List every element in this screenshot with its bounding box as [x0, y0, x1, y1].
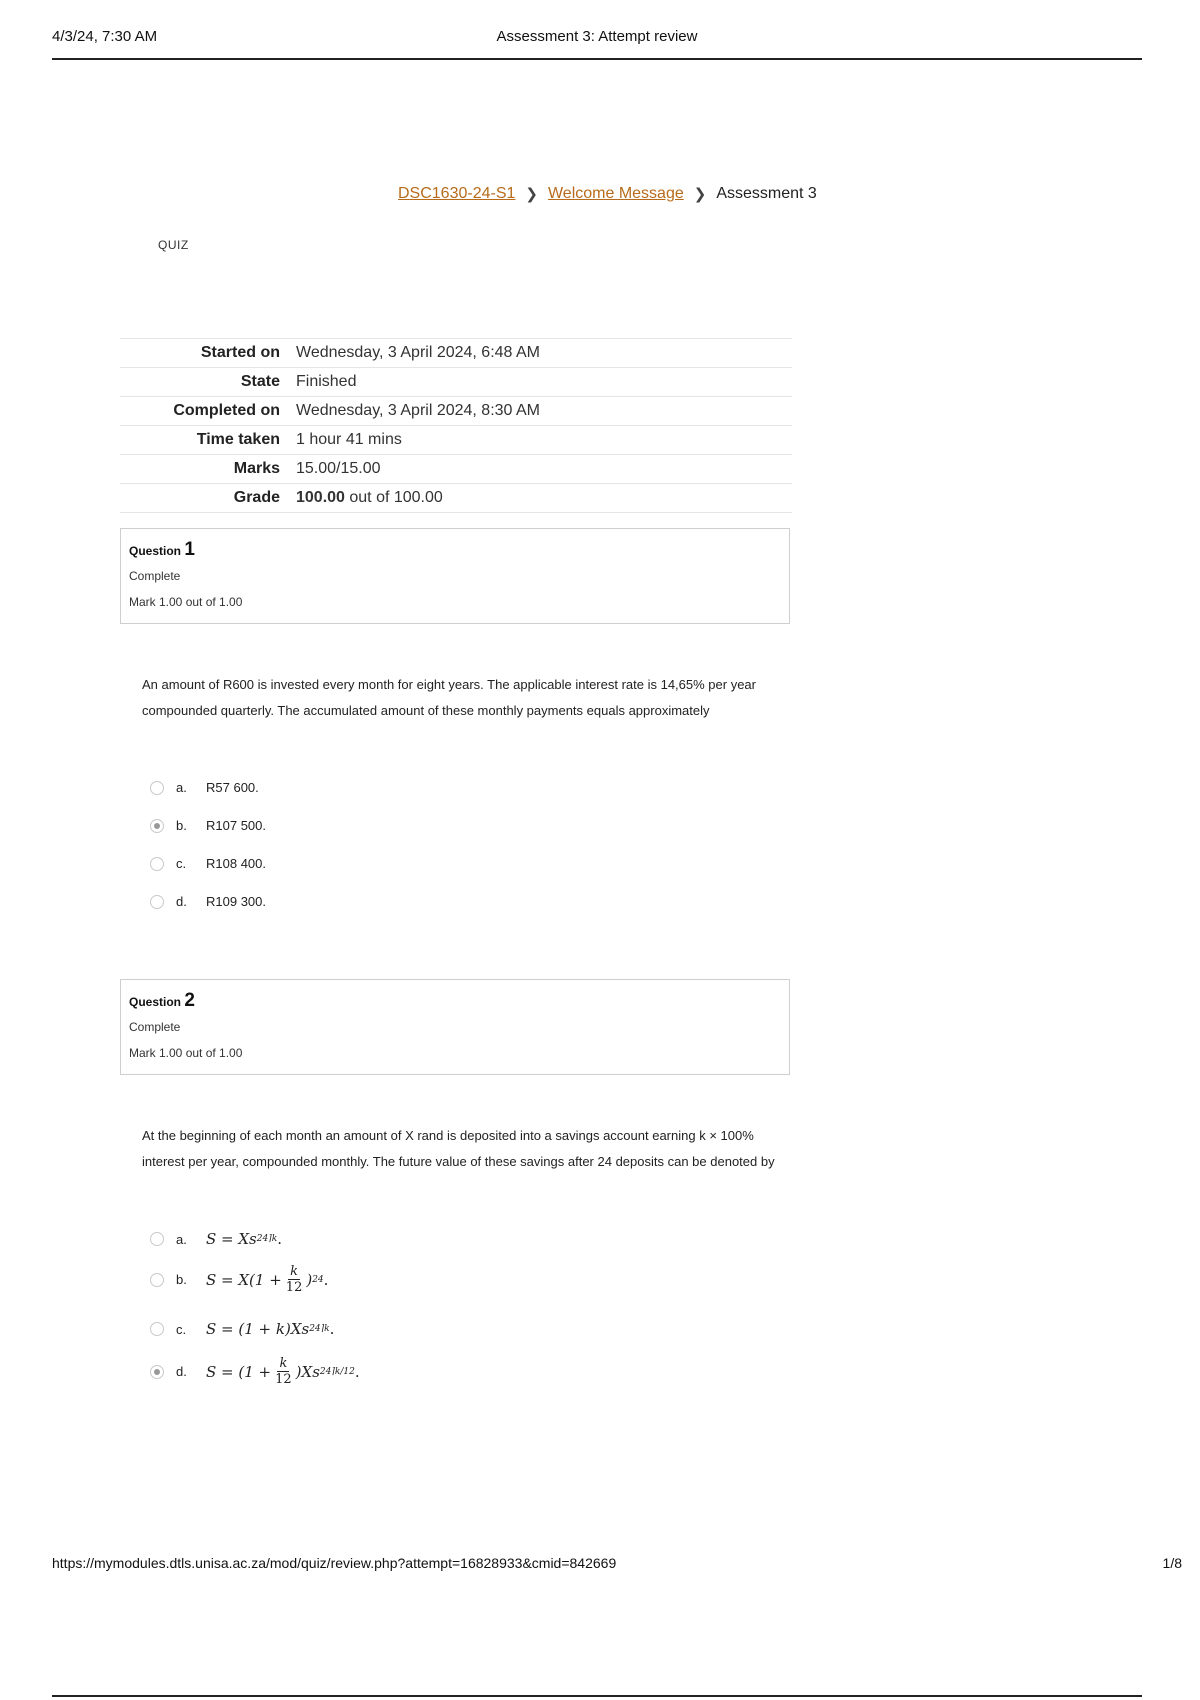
- formula-end: .: [277, 1230, 282, 1248]
- summary-value: 15.00/15.00: [288, 455, 792, 484]
- page-divider: [52, 1695, 1142, 1697]
- attempt-summary-table: [120, 338, 792, 513]
- chevron-right-icon: ❯: [525, 186, 538, 203]
- formula-part: ): [306, 1270, 313, 1289]
- option-formula: [206, 1264, 328, 1295]
- question-label: Question: [129, 995, 182, 1009]
- question-mark: Mark 1.00 out of 1.00: [129, 1046, 243, 1060]
- summary-label: Grade: [120, 484, 288, 513]
- formula-subscript: 24⌉k: [256, 1234, 278, 1244]
- grade-out-of: out of 100.00: [344, 489, 443, 506]
- formula-subscript: 24⌉k/12: [319, 1366, 355, 1377]
- question-1-text: An amount of R600 is invested every month for eight years. The applicable interest rate is 14,65% per year compounded quarterly. The accumulated amount of these monthly payments equals approximately: [142, 677, 756, 718]
- question-number: 2: [184, 990, 195, 1011]
- question-2-info: [120, 979, 790, 1075]
- option-text: R109 300.: [206, 894, 266, 909]
- answer-option[interactable]: [150, 1230, 282, 1248]
- answer-option[interactable]: [150, 856, 266, 871]
- breadcrumb-current: Assessment 3: [716, 185, 817, 202]
- summary-label: Started on: [120, 339, 288, 368]
- summary-row: [120, 339, 792, 368]
- summary-row: [120, 397, 792, 426]
- radio-button[interactable]: [150, 895, 164, 909]
- summary-row: [120, 368, 792, 397]
- option-letter: b.: [176, 818, 187, 833]
- radio-button[interactable]: [150, 857, 164, 871]
- option-letter: d.: [176, 894, 187, 909]
- breadcrumb-section-link[interactable]: Welcome Message: [547, 185, 684, 202]
- answer-option[interactable]: [150, 818, 266, 833]
- question-heading: [129, 990, 781, 1012]
- option-text: R108 400.: [206, 856, 266, 871]
- formula-part: S = Xs: [206, 1230, 257, 1248]
- question-number: 1: [184, 539, 195, 560]
- formula-end: .: [323, 1270, 329, 1289]
- formula-superscript: 24: [312, 1274, 324, 1285]
- fraction-numerator: k: [279, 1356, 288, 1371]
- fraction-denominator: 12: [285, 1280, 303, 1295]
- question-state: Complete: [129, 569, 181, 583]
- radio-button[interactable]: [150, 781, 164, 795]
- answer-option[interactable]: [150, 780, 259, 795]
- chevron-right-icon: ❯: [693, 186, 707, 203]
- question-label: Question: [129, 544, 182, 558]
- summary-value: Finished: [288, 368, 792, 397]
- print-title: Assessment 3: Attempt review: [496, 28, 698, 45]
- fraction-numerator: k: [290, 1264, 299, 1279]
- formula-part: S = X(1 +: [206, 1270, 282, 1289]
- summary-row: [120, 484, 792, 513]
- question-heading: [129, 539, 781, 561]
- formula-part: S = (1 + k)Xs: [206, 1320, 310, 1338]
- formula-end: .: [329, 1320, 335, 1338]
- breadcrumb: [398, 185, 817, 203]
- formula-fraction: [273, 1356, 294, 1387]
- option-letter: c.: [176, 856, 187, 871]
- summary-label: Marks: [120, 455, 288, 484]
- summary-row: [120, 455, 792, 484]
- option-text: R57 600.: [206, 780, 259, 795]
- breadcrumb-course-link[interactable]: DSC1630-24-S1: [398, 185, 516, 202]
- option-letter: d.: [176, 1364, 187, 1379]
- print-url: https://mymodules.dtls.unisa.ac.za/mod/quiz/review.php?attempt=16828933&cmid=842669: [52, 1555, 617, 1571]
- formula-part: )Xs: [295, 1362, 320, 1381]
- summary-label: State: [120, 368, 288, 397]
- formula-subscript: 24⌉k: [309, 1324, 330, 1334]
- formula-end: .: [354, 1362, 360, 1381]
- summary-value: [288, 484, 792, 513]
- summary-value: 1 hour 41 mins: [288, 426, 792, 455]
- activity-type-label: QUIZ: [158, 238, 189, 252]
- fraction-denominator: 12: [275, 1372, 292, 1387]
- option-letter: b.: [176, 1272, 187, 1287]
- radio-button-selected[interactable]: [150, 1365, 164, 1379]
- answer-option[interactable]: [150, 1356, 360, 1387]
- answer-option[interactable]: [150, 894, 266, 909]
- option-letter: c.: [176, 1321, 187, 1337]
- summary-value: Wednesday, 3 April 2024, 6:48 AM: [288, 339, 792, 368]
- question-2-text: At the beginning of each month an amount of X rand is deposited into a savings account earning k × 100% interest per year, compounded monthly. The future value of these savings after 24 deposits can be denoted by: [142, 1128, 775, 1169]
- summary-row: [120, 426, 792, 455]
- radio-button[interactable]: [150, 1232, 164, 1246]
- formula-part: S = (1 +: [206, 1362, 272, 1381]
- radio-button[interactable]: [150, 1322, 164, 1336]
- summary-value: Wednesday, 3 April 2024, 8:30 AM: [288, 397, 792, 426]
- radio-button-selected[interactable]: [150, 819, 164, 833]
- answer-option[interactable]: [150, 1320, 334, 1338]
- option-letter: a.: [176, 1231, 187, 1247]
- answer-option[interactable]: [150, 1264, 328, 1295]
- option-letter: a.: [176, 780, 187, 795]
- option-text: R107 500.: [206, 818, 266, 833]
- print-page-number: 1/8: [1162, 1555, 1182, 1571]
- summary-label: Time taken: [120, 426, 288, 455]
- formula-fraction: [284, 1264, 305, 1295]
- option-formula: [206, 1230, 282, 1248]
- question-1-info: [120, 528, 790, 624]
- print-header: [52, 28, 1142, 60]
- grade-value: 100.00: [296, 489, 345, 506]
- summary-label: Completed on: [120, 397, 288, 426]
- question-state: Complete: [129, 1020, 181, 1034]
- option-formula: [206, 1356, 360, 1387]
- option-formula: [206, 1320, 334, 1338]
- radio-button[interactable]: [150, 1273, 164, 1287]
- question-mark: Mark 1.00 out of 1.00: [129, 595, 243, 609]
- print-date: 4/3/24, 7:30 AM: [52, 28, 158, 45]
